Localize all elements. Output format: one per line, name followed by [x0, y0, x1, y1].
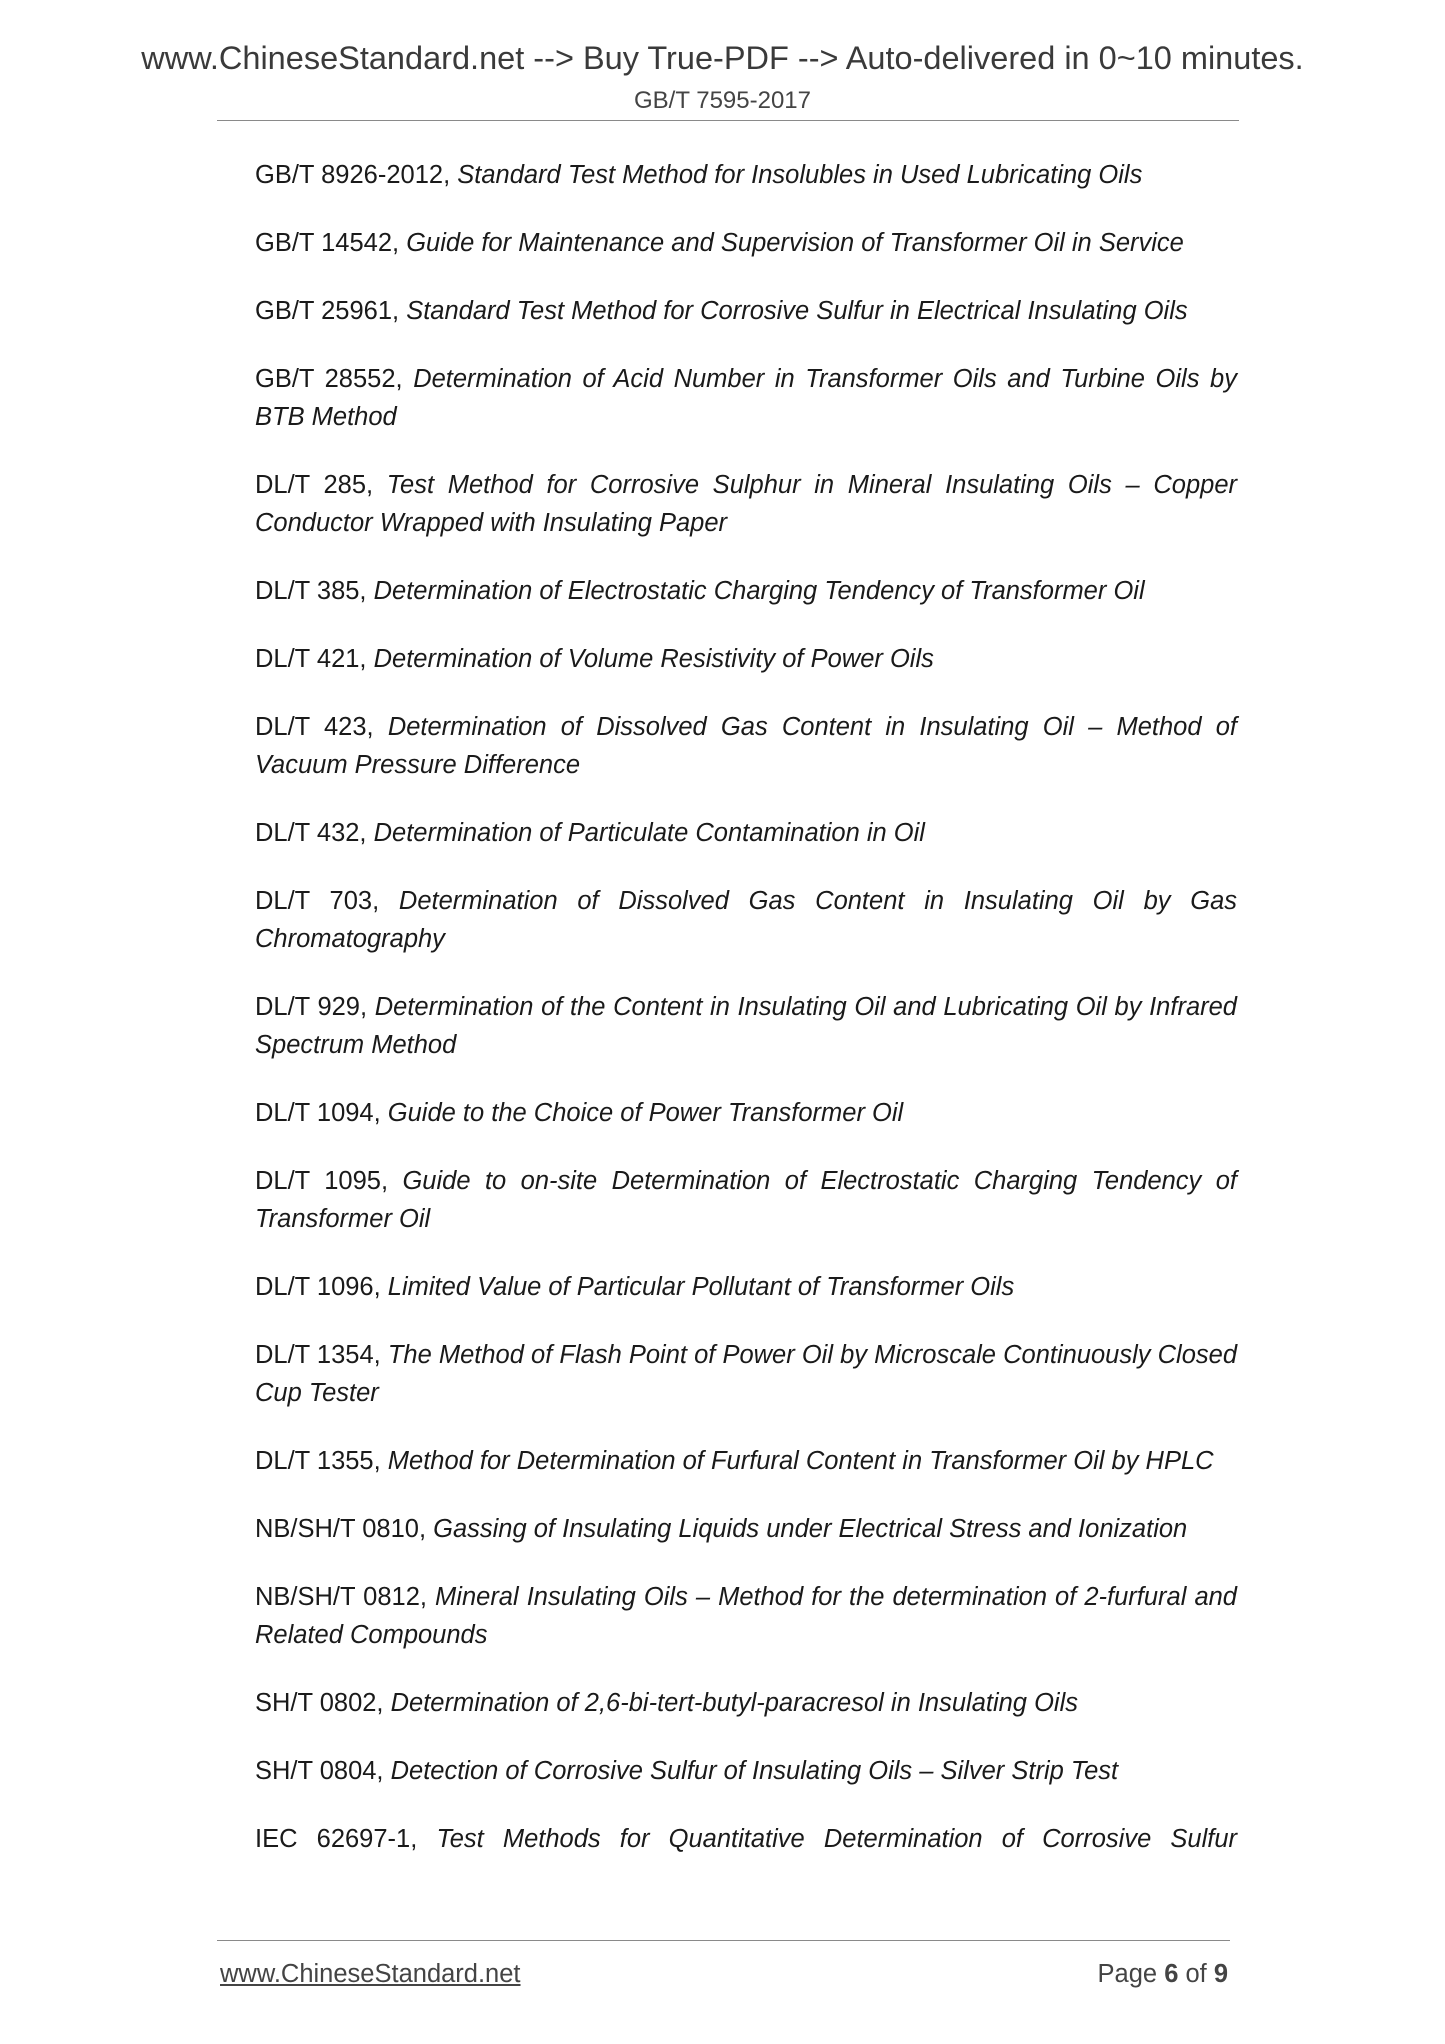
reference-entry: [255, 360, 1237, 436]
reference-entry: [255, 640, 1237, 678]
reference-code: GB/T 8926-2012,: [255, 161, 458, 189]
page-prefix: Page: [1097, 1960, 1165, 1988]
footer-divider: [217, 1940, 1230, 1941]
reference-entry: [255, 1094, 1237, 1132]
reference-entry: [255, 814, 1237, 852]
reference-entry: [255, 224, 1237, 262]
reference-code: DL/T 1355,: [255, 1447, 388, 1475]
reference-code: GB/T 25961,: [255, 297, 407, 325]
page-total: 9: [1213, 1960, 1228, 1988]
reference-title: The Method of Flash Point of Power Oil by Microscale Continuously Closed Cup Tester: [255, 1341, 1237, 1407]
reference-title: Determination of the Content in Insulating Oil and Lubricating Oil by Infrared Spectrum Method: [255, 993, 1237, 1059]
reference-title: Determination of Electrostatic Charging Tendency of Transformer Oil: [373, 577, 1145, 605]
header-divider: [217, 120, 1239, 121]
reference-code: DL/T 421,: [255, 645, 374, 673]
reference-code: SH/T 0802,: [255, 1689, 391, 1717]
reference-title: Test Methods for Quantitative Determination of Corrosive Sulfur: [436, 1825, 1237, 1853]
reference-title: Determination of Volume Resistivity of Power Oils: [373, 645, 934, 673]
reference-entry: [255, 1752, 1237, 1790]
reference-title: Standard Test Method for Insolubles in Used Lubricating Oils: [457, 161, 1143, 189]
page-current: 6: [1164, 1960, 1179, 1988]
reference-code: DL/T 1095,: [255, 1167, 403, 1195]
reference-title: Method for Determination of Furfural Content in Transformer Oil by HPLC: [387, 1447, 1214, 1475]
reference-entry: [255, 466, 1237, 542]
reference-entry: [255, 1268, 1237, 1306]
reference-title: Determination of Particulate Contamination in Oil: [373, 819, 925, 847]
reference-code: NB/SH/T 0810,: [255, 1515, 434, 1543]
reference-title: Detection of Corrosive Sulfur of Insulating Oils – Silver Strip Test: [390, 1757, 1119, 1785]
reference-entry: [255, 988, 1237, 1064]
reference-title: Guide to the Choice of Power Transformer Oil: [387, 1099, 904, 1127]
reference-title: Test Method for Corrosive Sulphur in Mineral Insulating Oils – Copper Conductor Wrapped with Insulating Paper: [255, 471, 1237, 537]
reference-title: Mineral Insulating Oils – Method for the determination of 2-furfural and Related Compounds: [255, 1583, 1237, 1649]
reference-entry: [255, 708, 1237, 784]
reference-title: Determination of 2,6-bi-tert-butyl-paracresol in Insulating Oils: [390, 1689, 1078, 1717]
reference-entry: [255, 1578, 1237, 1654]
reference-code: DL/T 432,: [255, 819, 374, 847]
reference-code: NB/SH/T 0812,: [255, 1583, 436, 1611]
page-of: of: [1178, 1960, 1214, 1988]
page-number: [1098, 1960, 1228, 1989]
footer-site-link[interactable]: www.ChineseStandard.net: [220, 1960, 521, 1988]
reference-entry: [255, 1336, 1237, 1412]
reference-entry: [255, 572, 1237, 610]
reference-entry: [255, 882, 1237, 958]
reference-code: DL/T 1354,: [255, 1341, 388, 1369]
reference-title: Guide to on-site Determination of Electrostatic Charging Tendency of Transformer Oil: [255, 1167, 1238, 1233]
reference-code: GB/T 14542,: [255, 229, 407, 257]
reference-code: DL/T 929,: [255, 993, 375, 1021]
reference-code: SH/T 0804,: [255, 1757, 391, 1785]
reference-entry: [255, 1510, 1237, 1548]
reference-entry: [255, 292, 1237, 330]
reference-code: DL/T 1096,: [255, 1273, 388, 1301]
reference-entry: [255, 1442, 1237, 1480]
reference-code: GB/T 28552,: [255, 365, 414, 393]
reference-entry: [255, 1162, 1237, 1238]
normative-references-list: [255, 156, 1237, 1888]
header-banner: www.ChineseStandard.net --> Buy True-PDF --> Auto-delivered in 0~10 minutes.: [141, 40, 1304, 76]
reference-entry: [255, 156, 1237, 194]
reference-title: Determination of Dissolved Gas Content in Insulating Oil – Method of Vacuum Pressure Difference: [255, 713, 1237, 779]
reference-code: IEC 62697-1,: [255, 1825, 437, 1853]
reference-code: DL/T 285,: [255, 471, 387, 499]
reference-title: Gassing of Insulating Liquids under Electrical Stress and Ionization: [433, 1515, 1188, 1543]
reference-code: DL/T 1094,: [255, 1099, 388, 1127]
reference-title: Standard Test Method for Corrosive Sulfur in Electrical Insulating Oils: [406, 297, 1188, 325]
reference-entry: [255, 1684, 1237, 1722]
reference-code: DL/T 423,: [255, 713, 388, 741]
reference-code: DL/T 385,: [255, 577, 374, 605]
reference-title: Determination of Acid Number in Transformer Oils and Turbine Oils by BTB Method: [255, 365, 1237, 431]
reference-title: Limited Value of Particular Pollutant of Transformer Oils: [387, 1273, 1015, 1301]
reference-title: Guide for Maintenance and Supervision of Transformer Oil in Service: [406, 229, 1184, 257]
reference-code: DL/T 703,: [255, 887, 399, 915]
document-id: GB/T 7595-2017: [633, 87, 811, 114]
reference-title: Determination of Dissolved Gas Content in Insulating Oil by Gas Chromatography: [255, 887, 1237, 953]
reference-entry: [255, 1820, 1237, 1858]
